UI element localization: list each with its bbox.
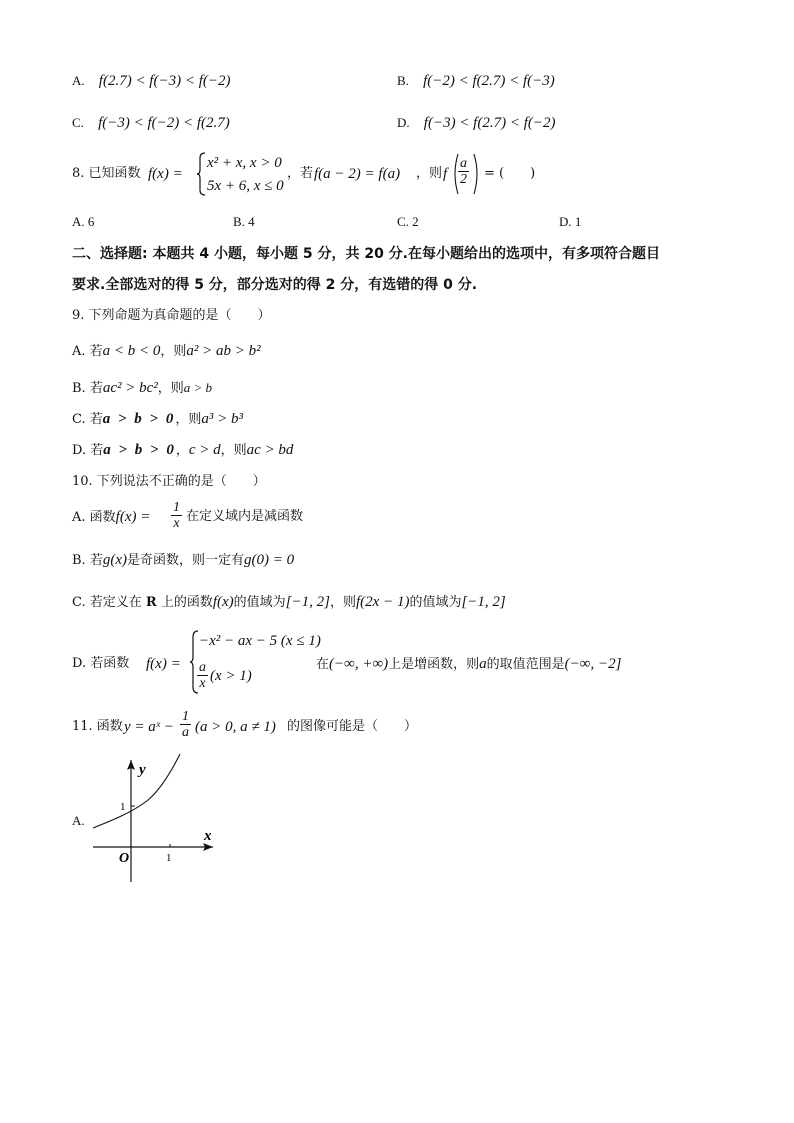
x-tick-label: 1	[166, 852, 172, 864]
option-expr: f(2.7) < f(−3) < f(−2)	[98, 73, 231, 89]
option-fx: f(x) =	[115, 509, 151, 525]
option-result: a² > ab > b²	[186, 343, 261, 359]
origin-label: O	[119, 851, 130, 866]
q8-mid: ，若	[287, 166, 314, 181]
option-fx-2: f(2x − 1)	[356, 594, 410, 610]
section-2-line-1: 二、选择题: 本题共 4 小题，每小题 5 分，共 20 分.在每小题给出的选项中，有多项符合题目	[72, 246, 660, 262]
section-2-line-2: 要求.全部选对的得 5 分，部分选对的得 2 分，有选错的得 0 分.	[72, 277, 478, 293]
q7-option-a[interactable]	[72, 72, 231, 91]
real-set: R	[145, 595, 157, 610]
frac-numerator: 1	[182, 709, 189, 724]
frac-numerator: 1	[173, 500, 180, 515]
q8-option-a[interactable]: A. 6	[72, 214, 95, 229]
q10-d-case-2-fraction	[197, 660, 208, 691]
q11-option-a-graph[interactable]	[88, 752, 223, 884]
q9-stem: 9. 下列命题为真命题的是（ ）	[72, 308, 271, 323]
option-label: D.	[397, 115, 410, 130]
option-result: a > b	[183, 380, 213, 395]
option-text: 的取值范围是	[486, 657, 565, 672]
option-expr: a > b > 0	[103, 442, 176, 458]
option-gx: g(x)	[102, 552, 127, 568]
q10-option-c[interactable]	[72, 593, 506, 612]
option-then: ，则	[220, 443, 247, 458]
option-text: 上是增函数，则	[388, 657, 480, 672]
option-expr: a > b > 0	[102, 411, 176, 427]
q9-option-a[interactable]	[72, 342, 261, 361]
option-label: B. 若	[72, 553, 103, 568]
x-axis-label: x	[204, 828, 212, 844]
option-then: ，则	[175, 412, 202, 427]
option-text: 的值域为	[409, 595, 462, 610]
q8-option-c[interactable]: C. 2	[397, 214, 419, 229]
option-label: D. 若	[72, 443, 104, 458]
option-text: 的值域为	[233, 595, 286, 610]
q11-tail: 的图像可能是（ ）	[287, 719, 418, 734]
q9-option-b[interactable]	[72, 379, 212, 398]
q10-d-fx: f(x) =	[146, 656, 181, 672]
q10-option-d-label[interactable]: D. 若函数	[72, 656, 130, 671]
q9-option-c[interactable]	[72, 410, 243, 429]
option-mid: 是奇函数，则一定有	[126, 553, 244, 568]
option-label: B.	[397, 73, 409, 88]
q7-option-d[interactable]	[397, 114, 556, 133]
option-fx: f(x)	[212, 594, 234, 610]
option-interval: [−1, 2]	[285, 594, 330, 610]
frac-denominator: x	[173, 516, 180, 531]
piecewise-brace-icon	[196, 152, 206, 196]
q11-fraction	[180, 709, 191, 740]
frac-numerator: a	[460, 156, 467, 171]
q10-stem: 10. 下列说法不正确的是（ ）	[72, 474, 266, 489]
q10-d-case-1: −x² − ax − 5 (x ≤ 1)	[199, 633, 321, 649]
frac-denominator: x	[199, 676, 206, 691]
q10-option-d-rest	[316, 655, 621, 674]
y-axis-label: y	[139, 762, 146, 778]
q7-option-c[interactable]	[72, 114, 230, 133]
q8-fx: f(x) =	[148, 166, 183, 182]
q8-condition: f(a − 2) = f(a)	[314, 166, 401, 182]
option-text: 在	[316, 657, 330, 672]
q8-tail: = ( )	[484, 166, 536, 181]
option-label: C. 若	[72, 412, 103, 427]
q9-option-d[interactable]	[72, 441, 293, 460]
option-expr: a < b < 0	[102, 343, 161, 359]
option-expr: f(−3) < f(2.7) < f(−2)	[423, 115, 556, 131]
q10-a-fraction	[171, 500, 182, 531]
option-expr: f(−3) < f(−2) < f(2.7)	[98, 115, 230, 131]
option-sep: ，	[175, 443, 189, 458]
option-interval: (−∞, +∞)	[329, 656, 389, 672]
y-tick-label: 1	[120, 801, 126, 813]
option-result: ac > bd	[246, 442, 294, 458]
q8-case-2: 5x + 6, x ≤ 0	[207, 178, 284, 194]
frac-numerator: a	[199, 660, 206, 675]
option-expr: ac² > bc²	[102, 380, 158, 396]
frac-denominator: a	[182, 725, 189, 740]
q11-prefix: 11. 函数	[72, 719, 123, 734]
option-interval-2: [−1, 2]	[461, 594, 506, 610]
q10-option-b[interactable]	[72, 551, 294, 570]
q11-condition: (a > 0, a ≠ 1)	[195, 719, 276, 735]
q8-prefix: 8. 已知函数	[72, 166, 141, 181]
option-label: C.	[72, 115, 84, 130]
option-text: ，则	[329, 595, 356, 610]
option-label: A. 函数	[72, 510, 116, 525]
option-text: C. 若定义在	[72, 595, 146, 610]
option-result: (−∞, −2]	[564, 656, 622, 672]
q8-ask-f: f	[443, 166, 448, 182]
q8-option-d[interactable]: D. 1	[559, 214, 582, 229]
q10-a-tail: 在定义域内是减函数	[186, 509, 304, 524]
option-text: 上的函数	[156, 595, 213, 610]
option-expr: f(−2) < f(2.7) < f(−3)	[423, 73, 555, 89]
option-label: A. 若	[72, 344, 103, 359]
option-result: a³ > b³	[201, 411, 243, 427]
exponential-curve	[93, 754, 180, 828]
option-then: ，则	[157, 381, 184, 396]
option-var: a	[479, 656, 487, 672]
q10-option-a[interactable]	[72, 508, 150, 527]
right-paren-icon	[473, 153, 481, 195]
option-result: g(0) = 0	[244, 552, 295, 568]
q8-fraction	[458, 156, 469, 187]
option-label: B. 若	[72, 381, 103, 396]
option-expr-2: c > d	[188, 442, 221, 458]
frac-denominator: 2	[460, 172, 467, 187]
q7-option-b[interactable]	[397, 72, 555, 91]
q11-option-a-label[interactable]: A.	[72, 813, 85, 828]
option-label: A.	[72, 73, 85, 88]
q8-option-b[interactable]: B. 4	[233, 214, 255, 229]
q8-then: ，则	[416, 166, 443, 181]
option-then: ，则	[160, 344, 187, 359]
q8-case-1: x² + x, x > 0	[207, 155, 282, 171]
q10-d-case-2: (x > 1)	[210, 668, 252, 684]
q11-expr-left: y = aˣ −	[124, 719, 174, 735]
